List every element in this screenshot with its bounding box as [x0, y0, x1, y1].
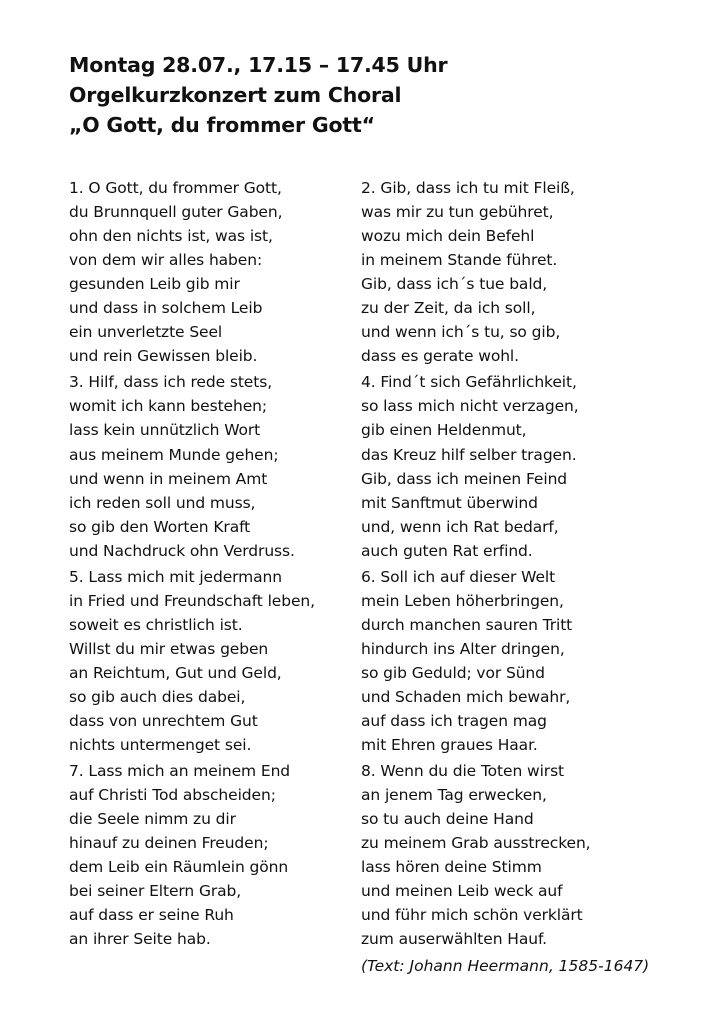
verse-line: und meinen Leib weck auf	[361, 882, 563, 901]
verse-line: mit Sanftmut überwind	[361, 493, 538, 512]
verse-line: mein Leben höherbringen,	[361, 591, 564, 610]
verse-line: auf Christi Tod abscheiden;	[69, 786, 276, 805]
chorale-title: „O Gott, du frommer Gott“	[69, 113, 375, 137]
verse-line: von dem wir alles haben:	[69, 251, 263, 270]
verse-line: Gib, dass ich´s tue bald,	[361, 275, 548, 294]
verse-line: lass hören deine Stimm	[361, 858, 542, 877]
verse-line: dass es gerate wohl.	[361, 347, 519, 366]
stanza-5	[69, 565, 369, 757]
concert-header	[69, 50, 669, 140]
verse-line: 8. Wenn du die Toten wirst	[361, 762, 565, 781]
concert-title: Orgelkurzkonzert zum Choral	[69, 83, 402, 107]
verse-line: soweit es christlich ist.	[69, 615, 243, 634]
verse-line: an ihrer Seite hab.	[69, 930, 211, 949]
verse-line: 2. Gib, dass ich tu mit Fleiß,	[361, 179, 575, 197]
verse-line: so gib Geduld; vor Sünd	[361, 663, 545, 682]
verse-line: wozu mich dein Befehl	[361, 227, 535, 246]
verse-line: 7. Lass mich an meinem End	[69, 762, 291, 781]
verse-line: dem Leib ein Räumlein gönn	[69, 858, 289, 877]
verse-line: du Brunnquell guter Gaben,	[69, 203, 283, 222]
verse-line: so tu auch deine Hand	[361, 810, 534, 829]
verse-line: hinauf zu deinen Freuden;	[69, 834, 269, 853]
verse-line: 6. Soll ich auf dieser Welt	[361, 567, 556, 586]
verse-line: und, wenn ich Rat bedarf,	[361, 517, 559, 536]
verse-line: an Reichtum, Gut und Geld,	[69, 663, 282, 682]
verse-line: aus meinem Munde gehen;	[69, 445, 279, 464]
verse-line: 5. Lass mich mit jedermann	[69, 567, 282, 586]
verse-line: das Kreuz hilf selber tragen.	[361, 445, 577, 464]
verse-line: und rein Gewissen bleib.	[69, 347, 258, 366]
verse-line: so gib den Worten Kraft	[69, 517, 251, 536]
verse-line: ohn den nichts ist, was ist,	[69, 227, 273, 246]
verse-line: zu der Zeit, da ich soll,	[361, 299, 536, 318]
verse-line: 3. Hilf, dass ich rede stets,	[69, 373, 273, 392]
verse-line: und wenn ich´s tu, so gib,	[361, 323, 561, 342]
verse-line: dass von unrechtem Gut	[69, 712, 258, 731]
verse-line: lass kein unnützlich Wort	[69, 421, 261, 440]
verse-line: nichts untermenget sei.	[69, 736, 252, 755]
right-column	[361, 176, 661, 978]
verse-line: Gib, dass ich meinen Feind	[361, 469, 568, 488]
verse-line: auf dass er seine Ruh	[69, 906, 234, 925]
verse-line: mit Ehren graues Haar.	[361, 736, 538, 755]
stanza-8	[361, 759, 661, 951]
verse-line: was mir zu tun gebühret,	[361, 203, 554, 222]
verse-line: ich reden soll und muss,	[69, 493, 256, 512]
stanza-7	[69, 759, 369, 951]
verse-line: und Nachdruck ohn Verdruss.	[69, 541, 295, 560]
concert-date-time: Montag 28.07., 17.15 – 17.45 Uhr	[69, 53, 448, 77]
verse-line: gesunden Leib gib mir	[69, 275, 240, 294]
verse-line: auf dass ich tragen mag	[361, 712, 547, 731]
verse-line: ein unverletzte Seel	[69, 323, 223, 342]
verse-line: hindurch ins Alter dringen,	[361, 639, 565, 658]
verse-line: zu meinem Grab ausstrecken,	[361, 834, 591, 853]
left-column	[69, 176, 369, 954]
stanza-6	[361, 565, 661, 757]
verse-line: und führ mich schön verklärt	[361, 906, 583, 925]
stanza-3	[69, 370, 369, 562]
verse-line: an jenem Tag erwecken,	[361, 786, 547, 805]
stanza-4	[361, 370, 661, 562]
verse-line: so gib auch dies dabei,	[69, 687, 246, 706]
stanza-1	[69, 176, 369, 368]
verse-line: durch manchen sauren Tritt	[361, 615, 573, 634]
verse-line: auch guten Rat erfind.	[361, 541, 533, 560]
stanza-2	[361, 176, 661, 368]
verse-line: 4. Find´t sich Gefährlichkeit,	[361, 373, 577, 392]
verse-line: 1. O Gott, du frommer Gott,	[69, 179, 282, 197]
verse-line: bei seiner Eltern Grab,	[69, 882, 242, 901]
verse-line: so lass mich nicht verzagen,	[361, 397, 579, 416]
verse-line: Willst du mir etwas geben	[69, 639, 269, 658]
verse-line: womit ich kann bestehen;	[69, 397, 267, 416]
verse-line: und Schaden mich bewahr,	[361, 687, 571, 706]
verse-line: und wenn in meinem Amt	[69, 469, 268, 488]
verse-line: gib einen Heldenmut,	[361, 421, 527, 440]
verse-line: und dass in solchem Leib	[69, 299, 263, 318]
verse-line: in Fried und Freundschaft leben,	[69, 591, 315, 610]
text-credit: (Text: Johann Heermann, 1585-1647)	[361, 956, 650, 975]
verse-line: in meinem Stande führet.	[361, 251, 558, 270]
verse-line: die Seele nimm zu dir	[69, 810, 236, 829]
verse-line: zum auserwählten Hauf.	[361, 930, 547, 949]
